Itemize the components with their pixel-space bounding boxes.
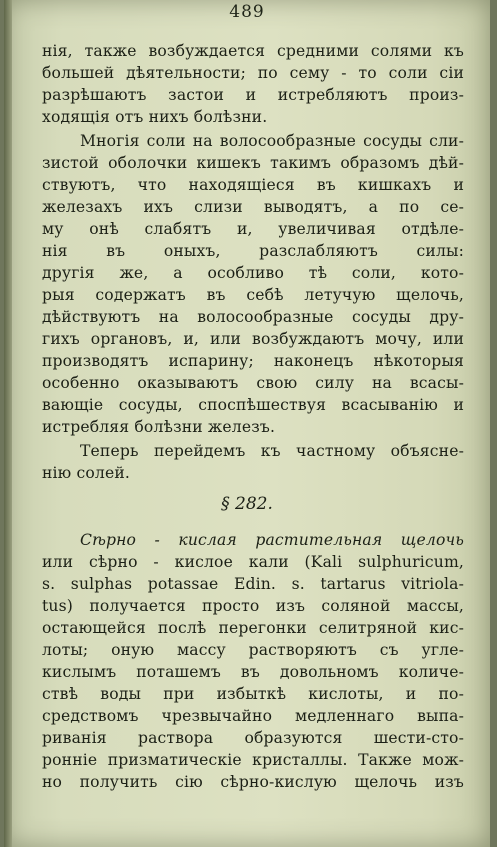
text-line: tus) получается просто изъ соляной массы, [42, 597, 464, 615]
text-line: кислымъ поташемъ въ довольномъ количе- [42, 663, 464, 681]
text-line: му онѣ слабятъ и, увеличивая отдѣле- [42, 220, 464, 238]
book-page [4, 0, 490, 847]
text-line: вающіе сосуды, споспѣшествуя всасыванію и [42, 396, 464, 414]
text-line: ходящія отъ нихъ болѣзни. [42, 108, 268, 126]
text-line: зистой оболочки кишекъ такимъ образомъ дѣй- [42, 154, 464, 172]
text-line: но получить сію сѣрно-кислую щелочь изъ [42, 773, 464, 791]
page-binding-edge [4, 0, 12, 847]
text-line: Сѣрно - кислая растительная щелочь [80, 531, 464, 549]
text-line: железахъ ихъ слизи выводятъ, а по се- [42, 198, 464, 216]
text-line: ронніе призматическіе кристаллы. Также мож- [42, 751, 464, 769]
text-line: средствомъ чрезвычайно медленнаго выпа- [42, 707, 464, 725]
text-line: лоты; оную массу растворяютъ съ угле- [42, 641, 464, 659]
text-line: нію солей. [42, 464, 131, 482]
text-line: s. sulphas potassae Edin. s. tartarus vitriola- [42, 575, 464, 593]
text-line: ствуютъ, что находящіеся въ кишкахъ и [42, 176, 464, 194]
text-line: производятъ испарину; наконецъ нѣкоторыя [42, 352, 464, 370]
text-line: Многія соли на волосообразные сосуды сли- [80, 132, 464, 150]
text-line: нія, также возбуждается средними солями къ [42, 42, 464, 60]
page-number: 489 [229, 2, 265, 22]
text-line: особенно оказываютъ свою силу на всасы- [42, 374, 464, 392]
text-line: рыя содержатъ въ себѣ летучую щелочь, [42, 286, 464, 304]
text-line: риванія раствора образуются шести-сто- [42, 729, 464, 747]
text-line: гихъ органовъ, и, или возбуждаютъ мочу, или [42, 330, 464, 348]
text-line: остающейся послѣ перегонки селитряной кис- [42, 619, 464, 637]
text-line: истребляя болѣзни железъ. [42, 418, 276, 436]
text-line: нія въ оныхъ, разслабляютъ силы: [42, 242, 464, 260]
text-line: ствѣ воды при избыткѣ кислоты, и по- [42, 685, 464, 703]
text-line: разрѣшаютъ застои и истребляютъ произ- [42, 86, 464, 104]
section-heading: § 282. [221, 494, 273, 514]
text-line: Теперь перейдемъ къ частному объясне- [80, 442, 464, 460]
text-line: или сѣрно - кислое кали (Kali sulphuricum, [42, 553, 464, 571]
text-line: большей дѣятельности; по сему - то соли сіи [42, 64, 464, 82]
text-line: дѣйствуютъ на волосообразные сосуды дру- [42, 308, 464, 326]
text-line: другія же, а особливо тѣ соли, кото- [42, 264, 464, 282]
